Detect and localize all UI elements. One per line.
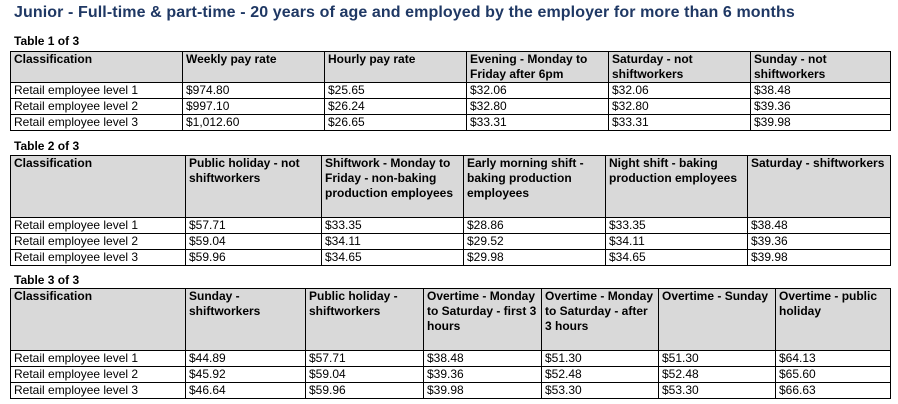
table-cell: Retail employee level 2 (11, 99, 183, 115)
table-cell: $46.64 (186, 383, 306, 399)
table-cell: $59.04 (186, 234, 322, 250)
table-cell: $32.06 (467, 83, 609, 99)
table-row (11, 367, 891, 383)
table-cell: $59.04 (306, 367, 424, 383)
table-cell: $52.48 (659, 367, 776, 383)
table-cell: $64.13 (776, 351, 891, 367)
column-header: Sunday - shiftworkers (186, 289, 306, 351)
table-cell: $34.65 (606, 250, 748, 266)
table-cell: $39.98 (424, 383, 542, 399)
column-header: Evening - Monday to Friday after 6pm (467, 52, 609, 83)
column-header: Overtime - public holiday (776, 289, 891, 351)
column-header: Overtime - Monday to Saturday - after 3 hours (542, 289, 659, 351)
table-cell: $51.30 (659, 351, 776, 367)
table-1-caption: Table 1 of 3 (14, 34, 80, 48)
table-cell: $25.65 (325, 83, 467, 99)
table-cell: $38.48 (751, 83, 891, 99)
column-header: Weekly pay rate (183, 52, 325, 83)
table-cell: $39.36 (424, 367, 542, 383)
table-cell: Retail employee level 2 (11, 367, 186, 383)
table-cell: $34.11 (606, 234, 748, 250)
table-cell: $38.48 (424, 351, 542, 367)
table-cell: $32.80 (467, 99, 609, 115)
page-heading: Junior - Full-time & part-time - 20 years of age and employed by the employer for more than 6 months (14, 4, 795, 21)
table-cell: $26.65 (325, 115, 467, 131)
column-header: Sunday - not shiftworkers (751, 52, 891, 83)
table-cell: Retail employee level 1 (11, 218, 186, 234)
table-cell: $57.71 (306, 351, 424, 367)
column-header: Saturday - shiftworkers (748, 156, 891, 218)
column-header: Overtime - Monday to Saturday - first 3 hours (424, 289, 542, 351)
table-cell: $59.96 (186, 250, 322, 266)
table-row (11, 250, 891, 266)
table-cell: $53.30 (659, 383, 776, 399)
table-cell: Retail employee level 1 (11, 83, 183, 99)
table-row (11, 351, 891, 367)
column-header: Classification (11, 156, 186, 218)
pay-rate-table-2 (10, 155, 891, 266)
table-cell: Retail employee level 2 (11, 234, 186, 250)
table-cell: $28.86 (464, 218, 606, 234)
column-header: Shiftwork - Monday to Friday - non-baking production employees (322, 156, 464, 218)
column-header: Night shift - baking production employees (606, 156, 748, 218)
table-row (11, 83, 891, 99)
table-cell: $59.96 (306, 383, 424, 399)
table-cell: Retail employee level 3 (11, 250, 186, 266)
table-2-caption: Table 2 of 3 (14, 139, 80, 153)
table-cell: $51.30 (542, 351, 659, 367)
table-cell: Retail employee level 3 (11, 383, 186, 399)
table-cell: $44.89 (186, 351, 306, 367)
table-cell: $33.31 (467, 115, 609, 131)
table-header-row (11, 156, 891, 218)
column-header: Hourly pay rate (325, 52, 467, 83)
table-cell: $39.36 (748, 234, 891, 250)
table-row (11, 383, 891, 399)
table-cell: $34.11 (322, 234, 464, 250)
table-cell: $34.65 (322, 250, 464, 266)
table-cell: $33.35 (606, 218, 748, 234)
table-cell: $33.31 (609, 115, 751, 131)
table-cell: $29.52 (464, 234, 606, 250)
column-header: Classification (11, 289, 186, 351)
column-header: Public holiday - not shiftworkers (186, 156, 322, 218)
table-cell: $33.35 (322, 218, 464, 234)
table-header-row (11, 52, 891, 83)
table-row (11, 234, 891, 250)
table-cell: Retail employee level 1 (11, 351, 186, 367)
table-row (11, 115, 891, 131)
table-header-row (11, 289, 891, 351)
column-header: Early morning shift - baking production employees (464, 156, 606, 218)
table-cell: $974.80 (183, 83, 325, 99)
table-cell: $53.30 (542, 383, 659, 399)
table-cell: $45.92 (186, 367, 306, 383)
table-cell: $32.80 (609, 99, 751, 115)
table-cell: $39.98 (748, 250, 891, 266)
table-row (11, 218, 891, 234)
table-cell: $32.06 (609, 83, 751, 99)
table-3-caption: Table 3 of 3 (14, 273, 80, 287)
column-header: Classification (11, 52, 183, 83)
table-cell: $26.24 (325, 99, 467, 115)
table-cell: $39.98 (751, 115, 891, 131)
column-header: Saturday - not shiftworkers (609, 52, 751, 83)
column-header: Public holiday - shiftworkers (306, 289, 424, 351)
column-header: Overtime - Sunday (659, 289, 776, 351)
table-cell: $39.36 (751, 99, 891, 115)
table-cell: $997.10 (183, 99, 325, 115)
table-cell: $52.48 (542, 367, 659, 383)
pay-rate-table-1 (10, 51, 891, 131)
table-cell: $66.63 (776, 383, 891, 399)
table-cell: $65.60 (776, 367, 891, 383)
table-cell: $1,012.60 (183, 115, 325, 131)
table-row (11, 99, 891, 115)
table-cell: Retail employee level 3 (11, 115, 183, 131)
table-cell: $29.98 (464, 250, 606, 266)
table-cell: $38.48 (748, 218, 891, 234)
pay-rate-table-3 (10, 288, 891, 399)
table-cell: $57.71 (186, 218, 322, 234)
